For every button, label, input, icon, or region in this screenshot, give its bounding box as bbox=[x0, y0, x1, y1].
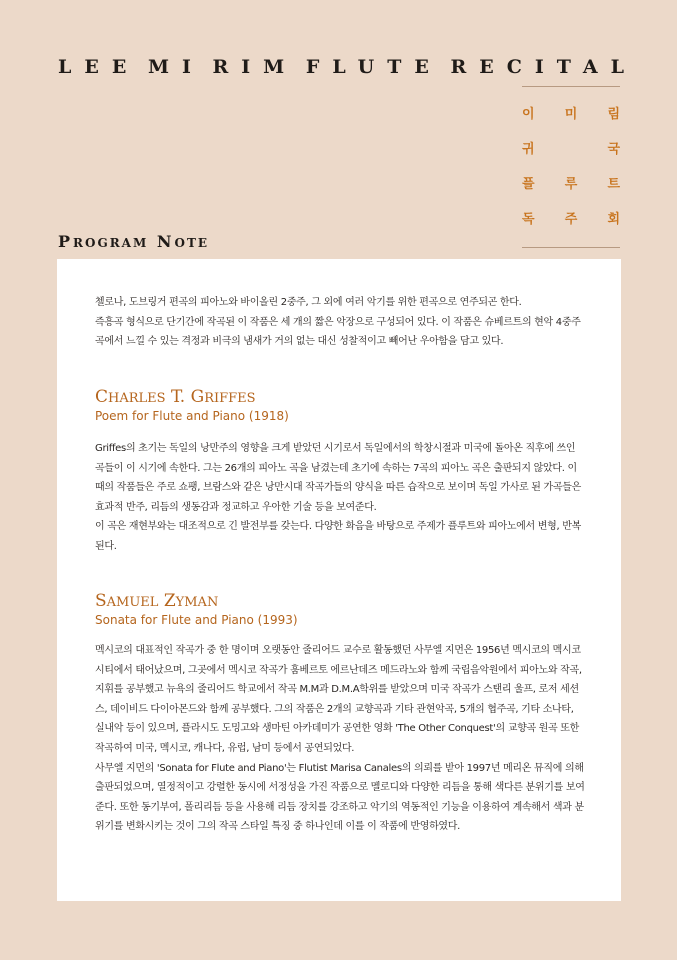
work-title: Sonata for Flute and Piano (1993) bbox=[95, 613, 298, 627]
work-title: Poem for Flute and Piano (1918) bbox=[95, 409, 289, 423]
bottom-divider bbox=[522, 247, 620, 248]
composer-name: CHARLES T. GRIFFES bbox=[95, 387, 256, 407]
section-text bbox=[95, 641, 585, 837]
title-word-2: MI bbox=[147, 56, 204, 78]
grid-char: 회 bbox=[607, 212, 620, 227]
section-paragraph: 이 곡은 재현부와는 대조적으로 긴 발전부를 갖는다. 다양한 화음을 바탕으로 주제가 플루트와 피아노에서 변형, 반복된다. bbox=[95, 521, 581, 552]
grid-char bbox=[555, 139, 588, 160]
recital-title bbox=[58, 56, 637, 78]
section-paragraph: 사무엘 지먼의 'Sonata for Flute and Piano'는 Flutist Marisa Canales의 의뢰를 받아 1997년 메리온 뮤직에 의해 출판되었으며, 열정적이고 강렬한 동시에 서정성을 가진 작품으로 멜로디와 다양한 리듬을 통해 색다른 분위기를 보여준다. 또한 동기부여, 폴리리듬 등을 사용해 리듬 장치를 강조하고 악기의 역동적인 기능을 이용하여 계속해서 색과 분위기를 변화시키는 것이 그의 작곡 스타일 특징 중 하나인데 이를 이 작품에 반영하였다. bbox=[95, 762, 585, 833]
grid-char: 트 bbox=[607, 177, 620, 192]
intro-paragraph: 첼로나, 도브링거 편곡의 피아노와 바이올린 2중주, 그 외에 여러 악기를 위한 편곡으로 연주되곤 한다. bbox=[95, 297, 522, 308]
grid-char: 림 bbox=[607, 107, 620, 122]
composer-name: SAMUEL ZYMAN bbox=[95, 591, 219, 611]
title-word-1: LEE bbox=[58, 56, 140, 78]
program-note-heading: PROGRAM NOTE bbox=[58, 232, 210, 251]
section-text bbox=[95, 439, 585, 557]
top-divider bbox=[522, 86, 620, 87]
grid-char: 루 bbox=[564, 177, 578, 192]
grid-char: 이 bbox=[522, 107, 535, 122]
grid-char: 미 bbox=[564, 107, 578, 122]
grid-char: 국 bbox=[607, 142, 620, 157]
title-word-3: RIM bbox=[212, 56, 298, 78]
program-note-card bbox=[57, 259, 621, 901]
section-paragraph: Griffes의 초기는 독일의 낭만주의 영향을 크게 받았던 시기로서 독일에서의 학창시절과 미국에 돌아온 직후에 쓰인 곡들이 이 시기에 속한다. 그는 26개의 피아노 곡을 남겼는데 초기에 속하는 7곡의 피아노 곡은 출판되지 않았다. 이때의 작품들은 주로 쇼팽, 브람스와 같은 낭만시대 작곡가들의 양식을 따른 습작으로 보이며 독일 가사로 된 가곡들은 효과적 반주, 리듬의 생동감과 정교하고 우아한 기술 등을 보여준다. bbox=[95, 443, 581, 513]
intro-paragraph: 즉흥곡 형식으로 단기간에 작곡된 이 작품은 세 개의 짧은 악장으로 구성되어 있다. 이 작품은 슈베르트의 현악 4중주곡에서 느낄 수 있는 격정과 비극의 냄새가 거의 없는 대신 성찰적이고 빼어난 우아함을 담고 있다. bbox=[95, 316, 581, 348]
grid-char: 귀 bbox=[522, 142, 535, 157]
korean-title-grid bbox=[522, 104, 620, 230]
grid-char: 주 bbox=[564, 212, 578, 227]
grid-char: 플 bbox=[522, 177, 535, 192]
title-word-4: FLUTE bbox=[305, 56, 442, 78]
title-word-5: RECITAL bbox=[450, 56, 637, 78]
grid-char: 독 bbox=[522, 212, 535, 227]
intro-text bbox=[95, 293, 585, 352]
section-paragraph: 멕시코의 대표적인 작곡가 중 한 명이며 오랫동안 줄리어드 교수로 활동했던 사무엘 지먼은 1956년 멕시코의 멕시코시티에서 태어났으며, 그곳에서 멕시코 작곡가 훔베르토 에르난데즈 메드라노와 함께 국립음악원에서 피아노와 작곡, 지휘를 공부했고 뉴욕의 줄리어드 학교에서 작곡 M.M과 D.M.A학위를 받았으며 미국 작곡가 스탠리 울프, 로저 세션스, 데이비드 다이아몬드와 함께 공부했다. 그의 작품은 2개의 교향곡과 기타 관현악곡, 5개의 협주곡, 기타 소나타, 실내악 등이 있으며, 플라시도 도밍고와 생마틴 아카데미가 공연한 영화 'The Other Conquest'의 교향곡 원곡 또한 작곡하여 미국, 멕시코, 캐나다, 유럽, 남미 등에서 공연되었다. bbox=[95, 645, 582, 754]
